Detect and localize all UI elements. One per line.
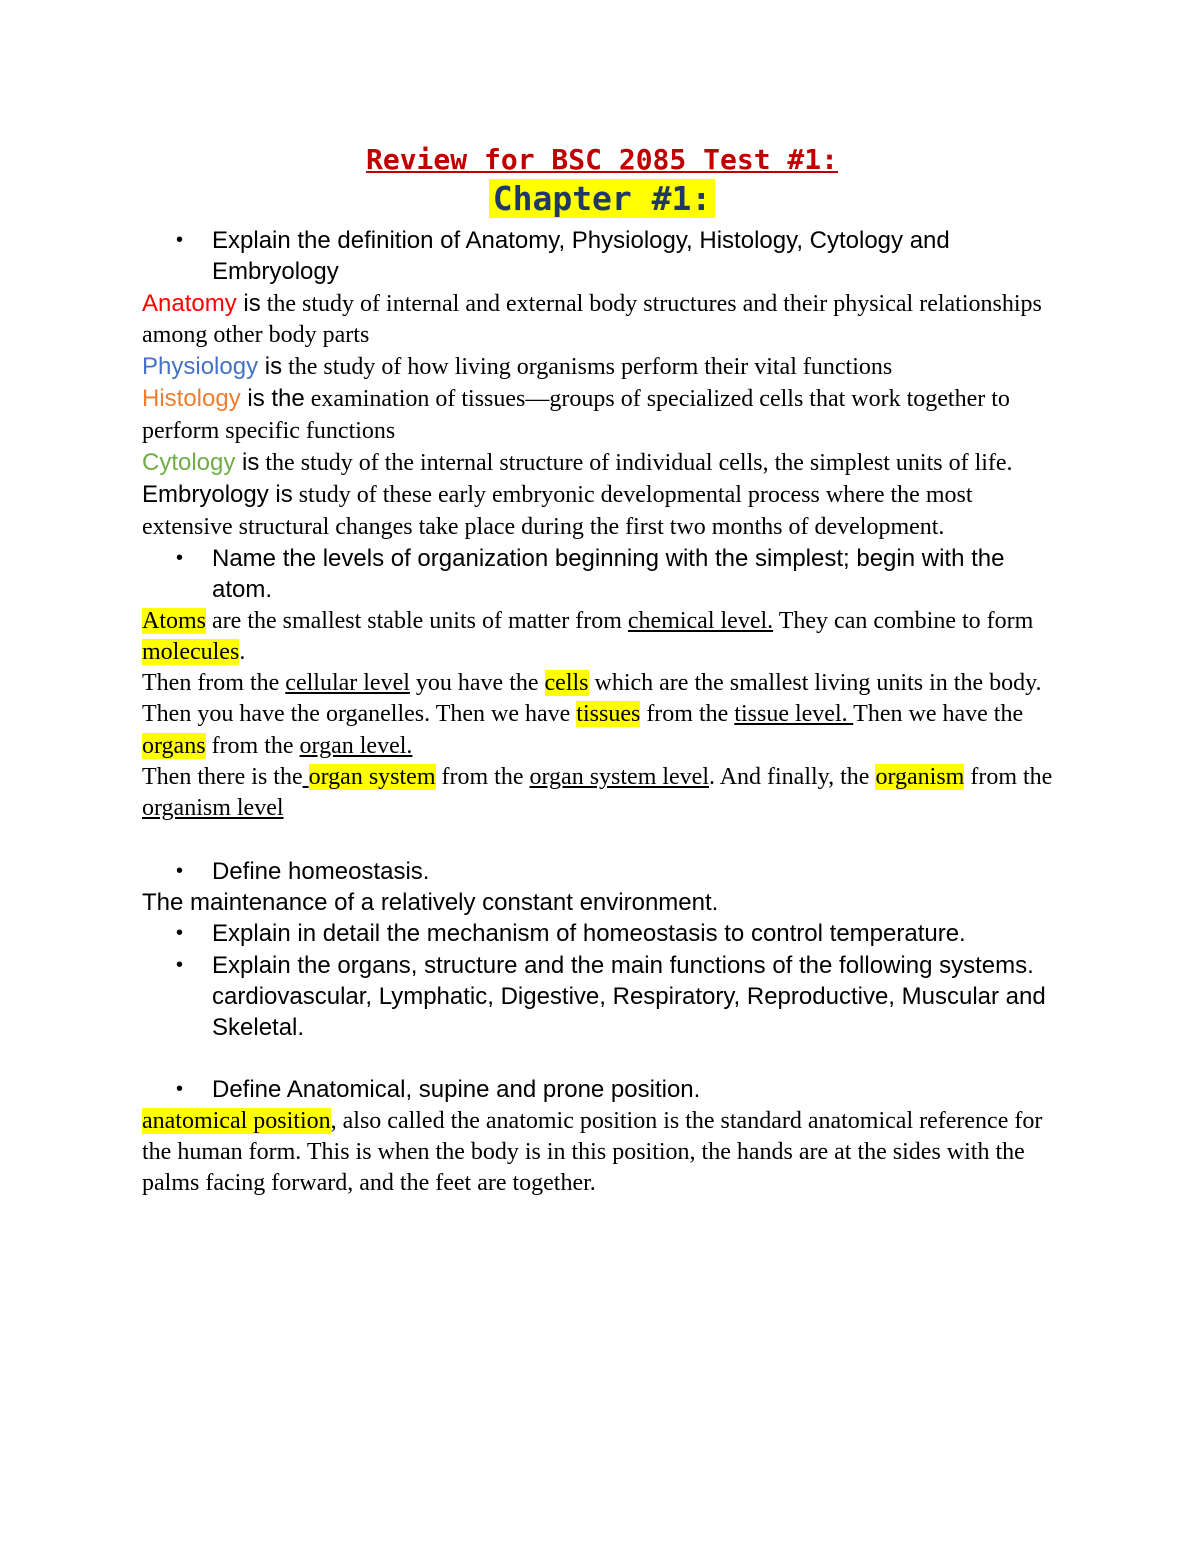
text-run: . And finally, the [709, 764, 876, 791]
text-run: are the smallest stable units of matter from [206, 607, 628, 634]
highlight-cells: cells [544, 670, 589, 697]
underline-chemical-level: chemical level. [627, 607, 774, 634]
term-connector: is the [240, 385, 305, 413]
definition-text: the study of the internal structure of individual cells, the simplest units of life. [259, 450, 1013, 477]
term-cytology: Cytology [142, 449, 236, 477]
document-title: Review for BSC 2085 Test #1: [365, 143, 838, 176]
text-run [303, 764, 309, 790]
levels-paragraph-4 [142, 762, 1062, 825]
text-run: Then you have the organelles. Then we have [142, 701, 577, 728]
bullet-icon: • [176, 859, 184, 882]
text-run: from the [640, 701, 735, 728]
term-anatomy: Anatomy [142, 289, 237, 317]
chapter-heading-line [142, 180, 1062, 225]
chapter-heading: Chapter #1: [489, 179, 716, 218]
definition-text: the study of internal and external body structures and their physical relationships among other body parts [142, 290, 1042, 348]
text-run: Then we have the [853, 701, 1024, 728]
highlight-atoms: Atoms [142, 607, 207, 634]
question-text: Define Anatomical, supine and prone position. [212, 1076, 701, 1104]
underline-tissue-level: tissue level. [734, 701, 854, 728]
levels-paragraph-1 [142, 606, 1062, 669]
underline-organism-level: organism level [142, 795, 284, 822]
text-run: which are the smallest living units in the body. [588, 670, 1042, 697]
definition-text: the study of how living organisms perform their vital functions [282, 354, 893, 381]
term-connector: is [235, 449, 260, 477]
underline-organ-system-level: organ system level [529, 764, 710, 791]
definition-physiology [142, 351, 1062, 383]
highlight-organ-system: organ system [308, 764, 436, 791]
highlight-anatomical-position: anatomical position [142, 1107, 331, 1134]
definition-histology [142, 383, 1062, 447]
text-run: They can combine to form [773, 607, 1034, 634]
spacer [142, 1043, 1062, 1074]
question-text: Explain the organs, structure and the main functions of the following systems. cardiovascular, Lymphatic, Digestive, Respiratory, Reproductive, Muscular and Skeletal. [212, 951, 1046, 1042]
question-definitions [142, 225, 1062, 288]
highlight-organism: organism [875, 764, 965, 791]
text-run: . [239, 638, 246, 665]
highlight-molecules: molecules [142, 638, 240, 665]
question-positions [142, 1074, 1062, 1105]
document-content [142, 140, 1062, 1200]
question-text: Define homeostasis. [212, 857, 430, 885]
term-embryology: Embryology [142, 481, 269, 509]
bullet-icon: • [176, 953, 184, 976]
bullet-icon: • [176, 546, 184, 569]
levels-paragraph-3 [142, 699, 1062, 762]
spacer [142, 825, 1062, 856]
term-connector: is [236, 289, 261, 317]
question-systems [142, 950, 1062, 1044]
text-run: you have the [409, 670, 545, 697]
question-text: Name the levels of organization beginning with the simplest; begin with the atom. [212, 544, 1005, 604]
text-run: Then from the [142, 670, 286, 697]
question-levels [142, 543, 1062, 606]
text-run: Then there is the [142, 764, 303, 791]
question-text: Explain the definition of Anatomy, Physiology, Histology, Cytology and Embryology [212, 227, 950, 286]
definition-anatomy [142, 288, 1062, 352]
bullet-icon: • [176, 1078, 184, 1101]
highlight-tissues: tissues [576, 701, 641, 728]
question-temperature [142, 918, 1062, 949]
question-homeostasis [142, 856, 1062, 887]
term-connector: is [258, 353, 283, 381]
bullet-icon: • [176, 229, 184, 251]
text-run: from the [435, 764, 530, 791]
text-run: from the [964, 764, 1053, 791]
question-text: Explain in detail the mechanism of homeostasis to control temperature. [212, 920, 966, 948]
definition-cytology [142, 447, 1062, 479]
definition-text: study of these early embryonic developmental process where the most extensive structural changes take place during the first two months of development. [142, 482, 973, 540]
anatomical-position-answer [142, 1106, 1062, 1200]
underline-organ-level: organ level. [299, 732, 413, 759]
highlight-organs: organs [142, 732, 206, 759]
underline-cellular-level: cellular level [285, 670, 410, 697]
text-run: from the [205, 732, 300, 759]
term-connector: is [268, 481, 293, 509]
levels-paragraph-2 [142, 668, 1062, 699]
definition-text: examination of tissues—groups of specialized cells that work together to perform specific functions [142, 386, 1010, 444]
term-histology: Histology [142, 385, 241, 413]
text-run: , also called the anatomic position is the standard anatomical reference for the human form. This is when the body is in this position, the hands are at the sides with the palms facing forward, and the feet are together. [142, 1107, 1043, 1197]
term-physiology: Physiology [142, 353, 259, 381]
homeostasis-answer: The maintenance of a relatively constant environment. [142, 888, 719, 916]
bullet-icon: • [176, 922, 184, 945]
definition-embryology [142, 479, 1062, 543]
